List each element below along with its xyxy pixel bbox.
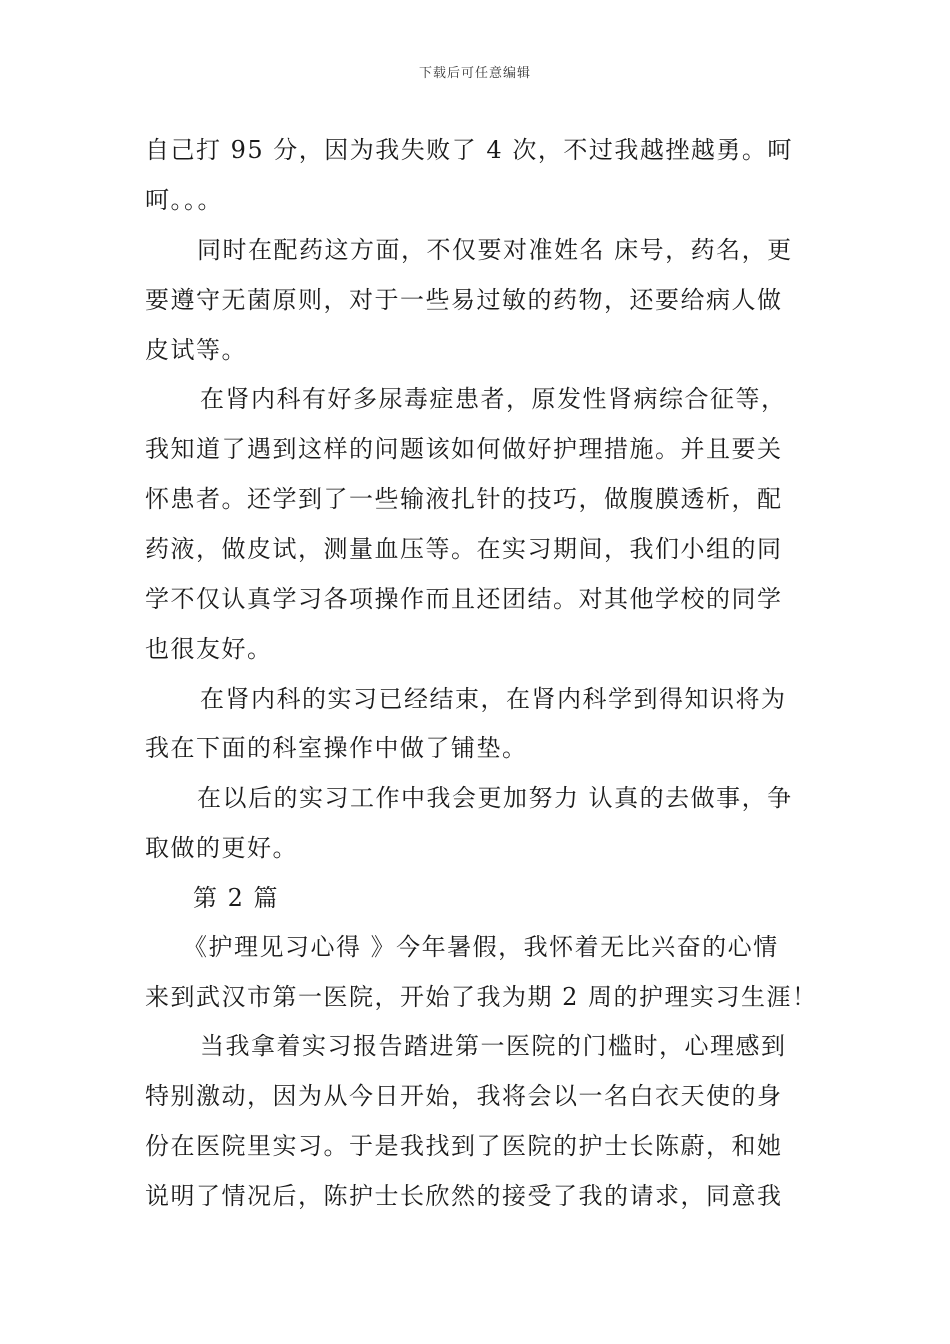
section-heading: 第 2 篇	[193, 884, 280, 912]
text-line: 我在下面的科室操作中做了铺垫。	[145, 734, 528, 762]
text-line: 学不仅认真学习各项操作而且还团结。对其他学校的同学	[145, 585, 783, 613]
text-line: 我知道了遇到这样的问题该如何做好护理措施。并且要关	[145, 435, 783, 463]
page-header: 下载后可任意编辑	[418, 66, 531, 81]
text-line: 份在医院里实习。于是我找到了医院的护士长陈蔚，和她	[145, 1132, 783, 1160]
text-line: 取做的更好。	[145, 834, 298, 862]
text-line: 来到武汉市第一医院，开始了我为期 2 周的护理实习生涯！	[145, 983, 818, 1011]
text-line: 当我拿着实习报告踏进第一医院的门槛时，心理感到	[200, 1032, 787, 1060]
text-line: 在肾内科的实习已经结束，在肾内科学到得知识将为	[200, 685, 787, 713]
text-line: 也很友好。	[145, 635, 273, 663]
text-line: 特别激动，因为从今日开始，我将会以一名白衣天使的身	[145, 1082, 783, 1110]
text-line: 《护理见习心得 》今年暑假，我怀着无比兴奋的心情	[183, 933, 779, 961]
text-line: 药液，做皮试，测量血压等。在实习期间，我们小组的同	[145, 535, 783, 563]
text-line: 呵。。。	[145, 186, 223, 214]
text-line: 要遵守无菌原则，对于一些易过敏的药物，还要给病人做	[145, 286, 783, 314]
text-line: 在以后的实习工作中我会更加努力 认真的去做事，争	[197, 784, 793, 812]
text-line: 说明了情况后，陈护士长欣然的接受了我的请求，同意我	[145, 1182, 783, 1210]
text-line: 在肾内科有好多尿毒症患者，原发性肾病综合征等，	[200, 385, 787, 413]
text-line: 怀患者。还学到了一些输液扎针的技巧，做腹膜透析，配	[145, 485, 783, 513]
text-line: 自己打 95 分，因为我失败了 4 次，不过我越挫越勇。呵	[145, 136, 793, 164]
text-line: 皮试等。	[145, 336, 247, 364]
text-line: 同时在配药这方面，不仅要对准姓名 床号，药名，更	[197, 236, 793, 264]
